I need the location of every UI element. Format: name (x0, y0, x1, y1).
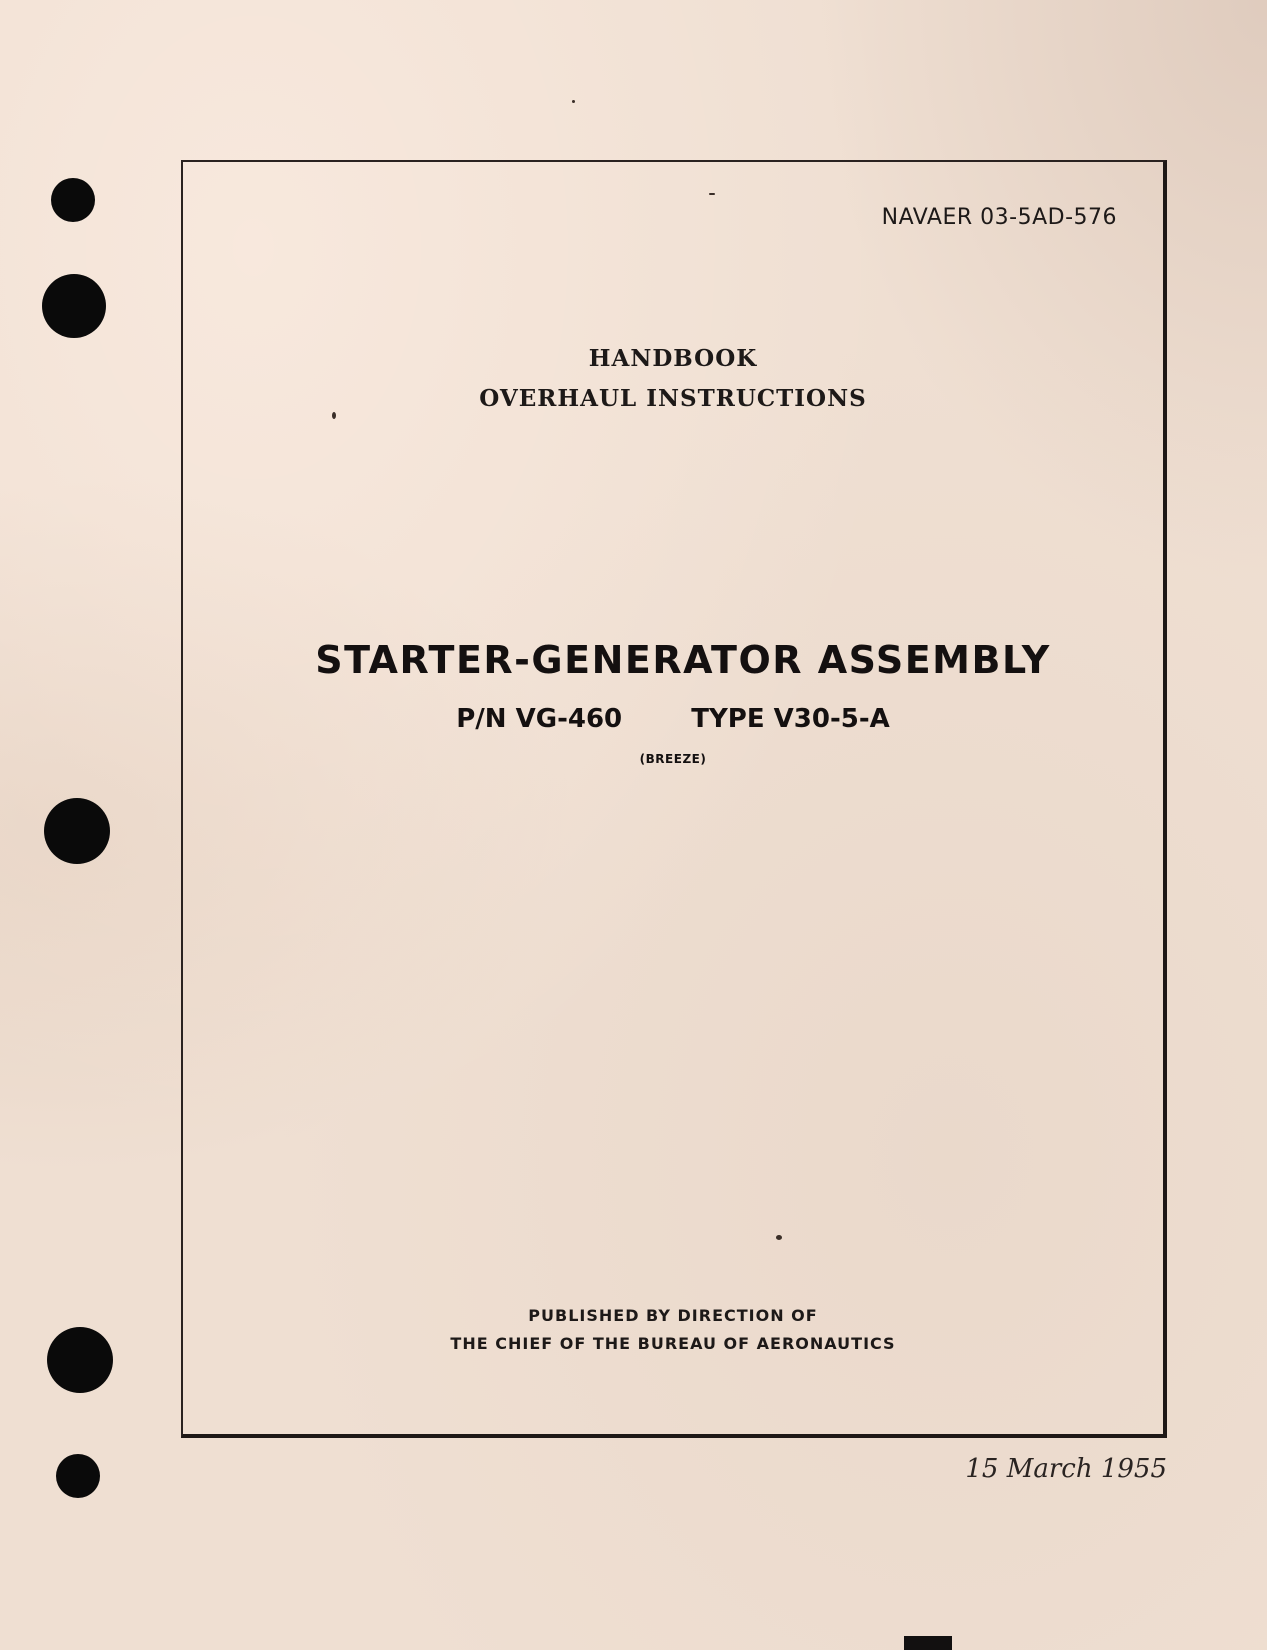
assembly-heading (183, 632, 1163, 766)
page-edge-mark (904, 1636, 952, 1650)
punch-hole (44, 798, 110, 864)
handbook-subtitle: OVERHAUL INSTRUCTIONS (479, 385, 867, 412)
part-line (183, 702, 1163, 736)
punch-hole (42, 274, 106, 338)
publisher-line-2: THE CHIEF OF THE BUREAU OF AERONAUTICS (450, 1334, 896, 1353)
handbook-heading (183, 342, 1163, 416)
handbook-title: HANDBOOK (588, 345, 758, 372)
punch-hole (47, 1327, 113, 1393)
punch-hole (56, 1454, 100, 1498)
document-number: NAVAER 03-5AD-576 (881, 205, 1117, 230)
assembly-title: STARTER-GENERATOR ASSEMBLY (315, 638, 1051, 682)
publisher-line-1: PUBLISHED BY DIRECTION OF (528, 1306, 818, 1325)
publication-date: 15 March 1955 (965, 1454, 1167, 1484)
punch-hole (51, 178, 95, 222)
type-number: TYPE V30-5-A (691, 704, 890, 734)
publisher-statement (183, 1302, 1163, 1358)
cover-frame (181, 160, 1167, 1438)
part-number: P/N VG-460 (456, 704, 623, 734)
paper-speck (572, 100, 575, 103)
manufacturer-label: (BREEZE) (639, 752, 707, 766)
